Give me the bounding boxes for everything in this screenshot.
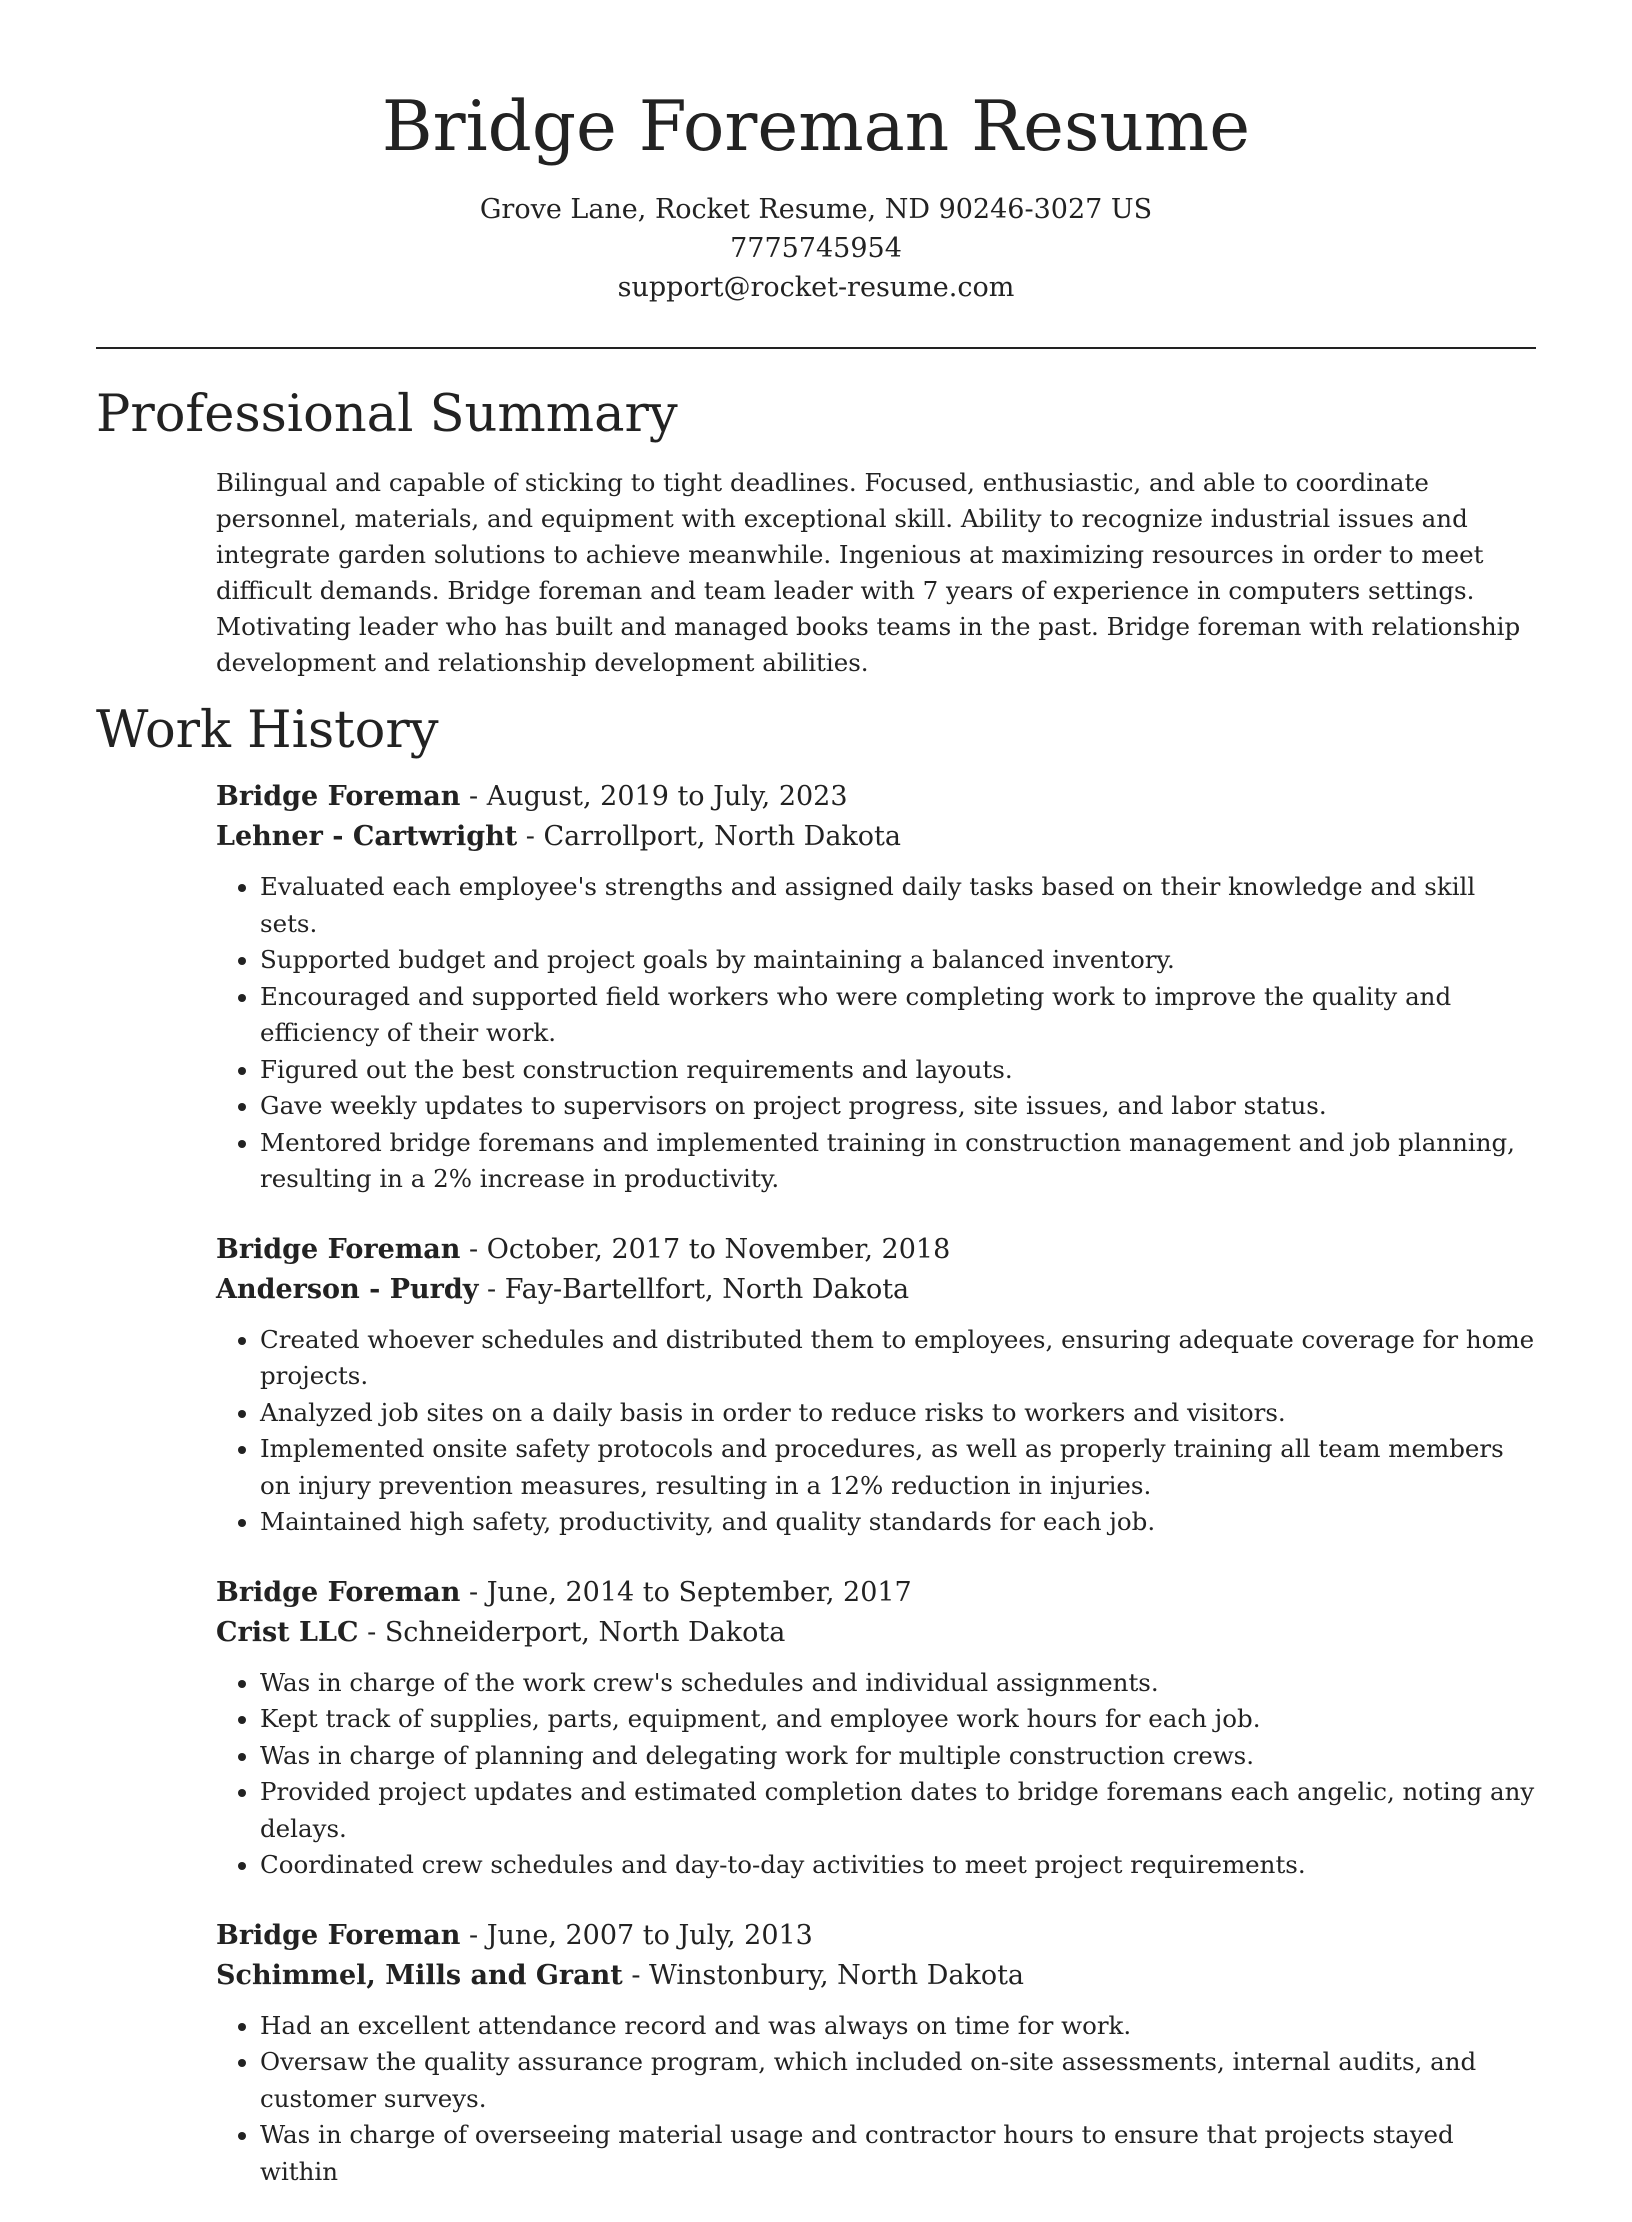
address: Grove Lane, Rocket Resume, ND 90246-3027 US [479,194,1153,225]
job-company: Crist LLC [216,1616,359,1648]
job-bullet: • Supported budget and project goals by maintaining a balanced inventory. [260,942,1536,979]
job-bullet: • Was in charge of the work crew's schedules and individual assignments. [260,1665,1536,1702]
summary-text: Bilingual and capable of sticking to tight deadlines. Focused, enthusiastic, and able to coordinate personnel, materials, and equipment with exceptional skill. Ability to recognize industrial issues and integrate garden solutions to achieve meanwhile. Ingenious at maximizing resources in order to meet difficult demands. Bridge foreman and team leader with 7 years of experience in computers settings. Motivating leader who has built and managed books teams in the past. Bridge foreman with relationship development and relationship development abilities. [216,468,1521,677]
job-bullet: • Maintained high safety, productivity, and quality standards for each job. [260,1504,1536,1541]
summary-heading: Professional Summary [96,385,678,444]
job-bullet: • Evaluated each employee's strengths and assigned daily tasks based on their knowledge and skill sets. [260,869,1536,942]
separator: - [460,1576,487,1608]
job-dates: June, 2014 to September, 2017 [486,1576,912,1608]
job-bullet: • Analyzed job sites on a daily basis in order to reduce risks to workers and visitors. [260,1395,1536,1432]
job-entry [216,777,1536,1198]
job-bullets [216,2008,1536,2191]
work-history-heading: Work History [96,701,439,760]
job-title-line [216,1230,1536,1270]
job-bullet: • Had an excellent attendance record and was always on time for work. [260,2008,1536,2045]
work-history-list [216,777,1536,2190]
separator: - [460,781,487,812]
job-title: Bridge Foreman [216,1233,461,1265]
job-title-line [216,1916,1536,1956]
separator: - [622,1959,650,1991]
resume-page [96,0,1536,2222]
contact-info [96,190,1536,307]
separator: - [517,821,544,852]
job-company-line [216,817,1536,857]
separator: - [478,1273,505,1305]
job-company: Lehner - Cartwright [216,821,518,852]
job-bullet: • Figured out the best construction requirements and layouts. [260,1052,1536,1089]
job-company: Anderson - Purdy [216,1273,479,1305]
job-entry [216,1573,1536,1884]
job-company: Schimmel, Mills and Grant [216,1959,623,1991]
job-location: Schneiderport, North Dakota [384,1616,786,1648]
email: support@rocket-resume.com [617,272,1015,303]
separator: - [358,1616,385,1648]
job-bullet: • Gave weekly updates to supervisors on project progress, site issues, and labor status. [260,1088,1536,1125]
job-entry [216,1916,1536,2191]
job-dates: October, 2017 to November, 2018 [486,1233,951,1265]
job-location: Winstonbury, North Dakota [649,1959,1025,1991]
job-company-line [216,1956,1536,1996]
header-divider [96,347,1536,349]
job-bullet: • Oversaw the quality assurance program, which included on-site assessments, internal audits, and customer surveys. [260,2044,1536,2117]
job-bullets [216,869,1536,1198]
job-location: Fay-Bartellfort, North Dakota [504,1273,910,1305]
job-title: Bridge Foreman [216,1919,461,1951]
job-title: Bridge Foreman [216,781,461,812]
job-bullet: • Was in charge of overseeing material usage and contractor hours to ensure that projects stayed within [260,2117,1536,2190]
phone: 7775745954 [730,233,902,264]
job-title: Bridge Foreman [216,1576,461,1608]
separator: - [460,1919,487,1951]
separator: - [460,1233,487,1265]
resume-title: Bridge Foreman Resume [381,87,1251,167]
job-bullet: • Coordinated crew schedules and day-to-day activities to meet project requirements. [260,1847,1536,1884]
job-company-line [216,1613,1536,1653]
job-dates: June, 2007 to July, 2013 [486,1919,813,1951]
job-bullet: • Was in charge of planning and delegating work for multiple construction crews. [260,1738,1536,1775]
job-bullet: • Mentored bridge foremans and implemented training in construction management and job planning, resulting in a 2% increase in productivity. [260,1125,1536,1198]
job-bullet: • Created whoever schedules and distributed them to employees, ensuring adequate coverage for home projects. [260,1322,1536,1395]
job-title-line [216,777,1536,817]
job-entry [216,1230,1536,1541]
job-title-line [216,1573,1536,1613]
job-dates: August, 2019 to July, 2023 [486,781,848,812]
job-bullet: • Kept track of supplies, parts, equipment, and employee work hours for each job. [260,1701,1536,1738]
job-company-line [216,1270,1536,1310]
job-bullets [216,1665,1536,1884]
job-bullet: • Implemented onsite safety protocols and procedures, as well as properly training all team members on injury prevention measures, resulting in a 12% reduction in injuries. [260,1431,1536,1504]
job-bullet: • Encouraged and supported field workers who were completing work to improve the quality and efficiency of their work. [260,979,1536,1052]
job-bullets [216,1322,1536,1541]
job-location: Carrollport, North Dakota [543,821,901,852]
resume-header [96,0,1536,307]
job-bullet: • Provided project updates and estimated completion dates to bridge foremans each angelic, noting any delays. [260,1774,1536,1847]
